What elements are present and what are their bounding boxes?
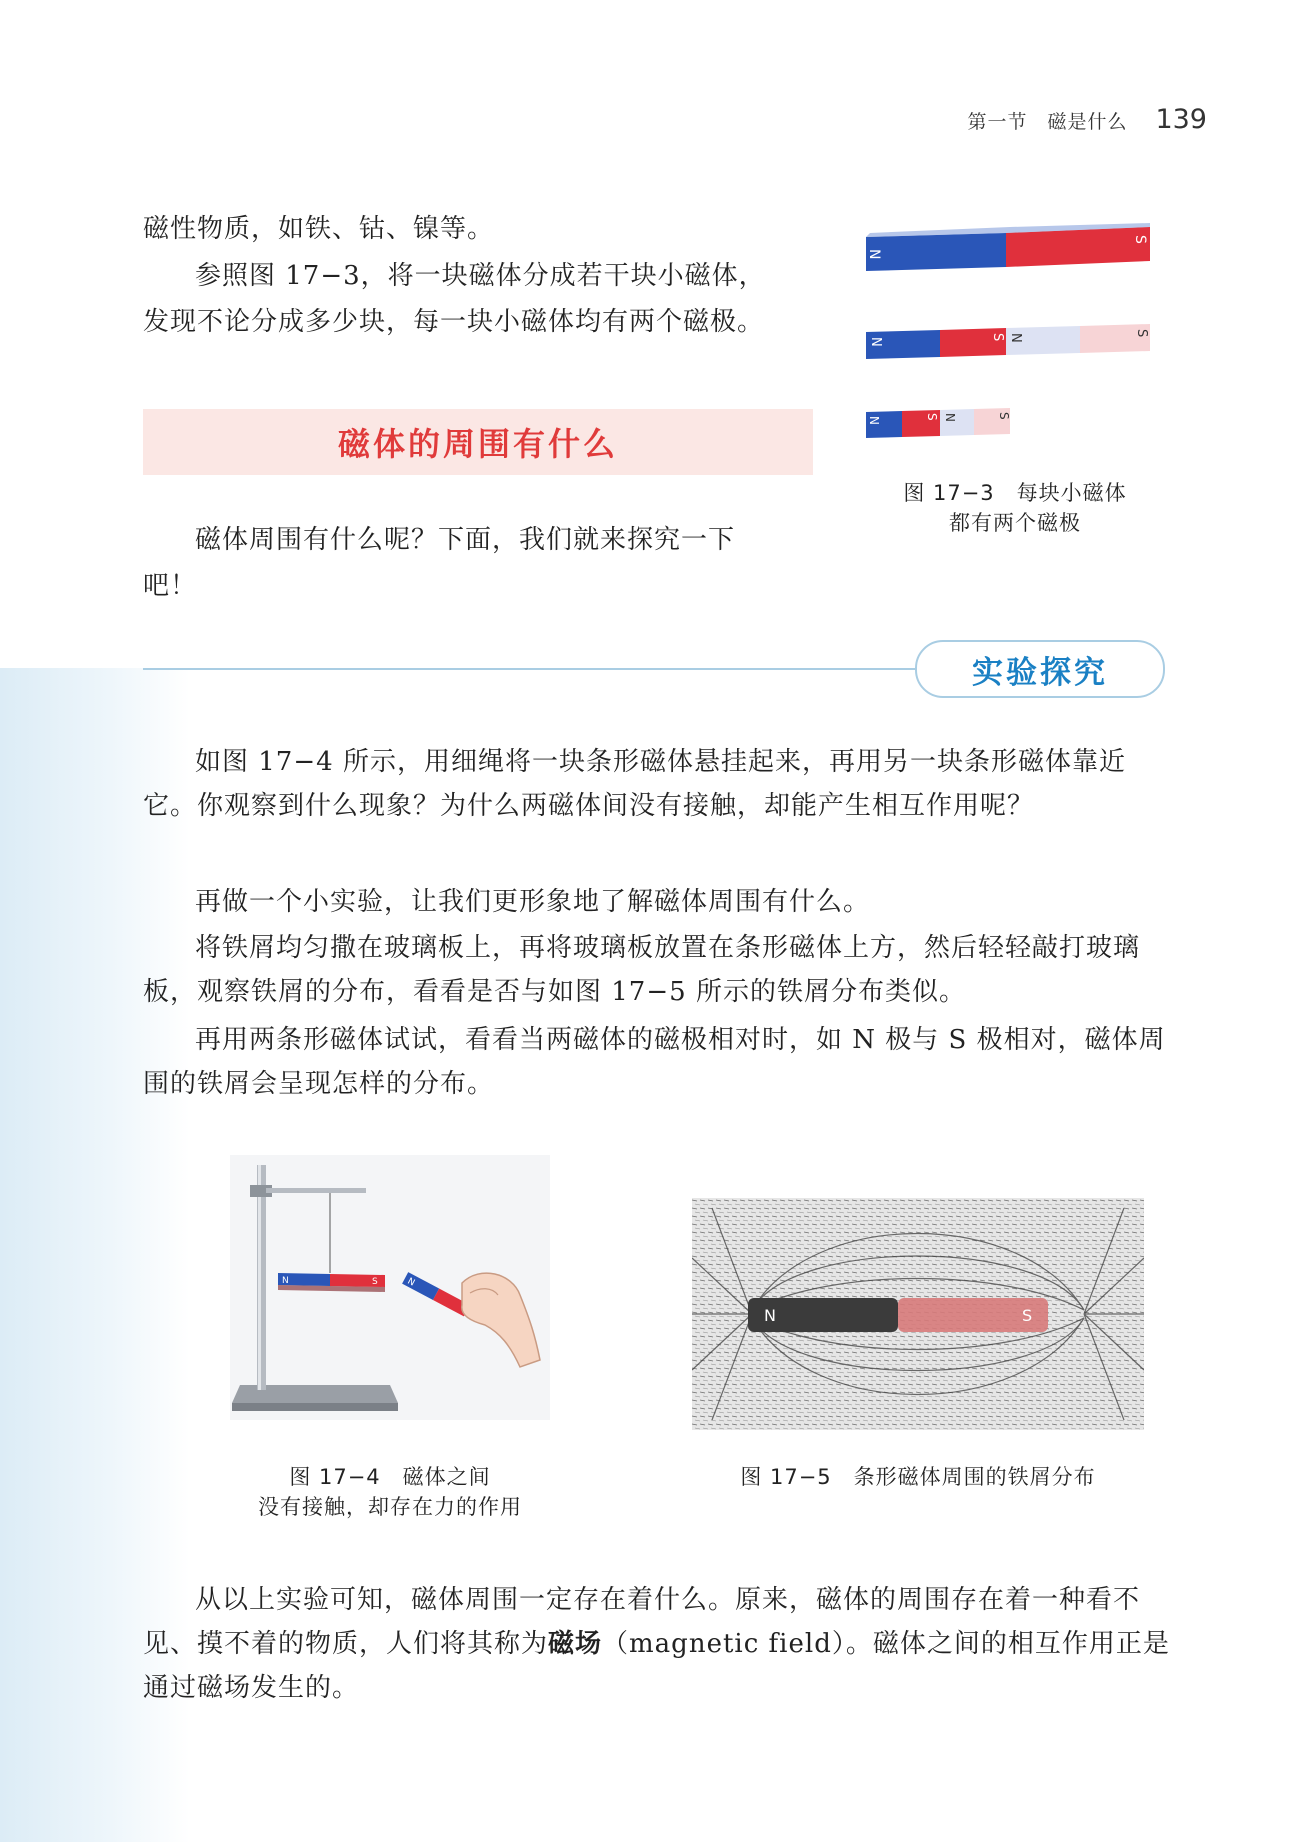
figure-17-4-caption <box>230 1462 550 1522</box>
term-magnetic-field: 磁场 <box>548 1629 603 1659</box>
section-intro-line2: 吧！ <box>143 571 198 601</box>
page-number: 139 <box>1155 104 1207 135</box>
experiment-paragraph-4: 再用两条形磁体试试，看看当两磁体的磁极相对时，如 N 极与 S 极相对，磁体周围的铁屑会呈现怎样的分布。 <box>143 1025 1166 1099</box>
svg-text:S: S <box>997 412 1011 420</box>
caption-line: 都有两个磁极 <box>949 511 1081 535</box>
whole-magnet <box>866 223 1150 271</box>
split-magnet-two <box>866 324 1150 359</box>
section-intro-text: 磁体周围有什么呢？下面，我们就来探究一下 <box>195 525 736 555</box>
section-header: 第一节 磁是什么 <box>967 111 1128 133</box>
svg-text:N: N <box>943 413 957 422</box>
caption-line: 图 17−3 每块小磁体 <box>903 481 1127 505</box>
svg-text:N: N <box>764 1306 776 1325</box>
split-magnet-four <box>866 408 1011 438</box>
figure-17-3-magnets <box>860 215 1160 455</box>
figure-17-3-caption <box>870 478 1160 538</box>
intro-paragraph-line1: 参照图 17−3，将一块磁体分成若干块小磁体， <box>195 261 766 291</box>
svg-text:S: S <box>1022 1306 1033 1325</box>
intro-paragraph-line2: 发现不论分成多少块，每一块小磁体均有两个磁极。 <box>143 307 765 337</box>
section-title: 磁体的周围有什么 <box>337 425 618 463</box>
experiment-paragraph-2: 再做一个小实验，让我们更形象地了解磁体周围有什么。 <box>195 887 871 917</box>
pole-s-label: S <box>1132 235 1148 244</box>
intro-paragraph-cont <box>143 300 843 344</box>
intro-line: 磁性物质，如铁、钴、镍等。 <box>143 214 495 244</box>
svg-text:S: S <box>1134 329 1149 338</box>
conclusion-after: （magnetic field）。磁体之间的相互作用正是通过磁场发生的。 <box>143 1629 1170 1703</box>
svg-text:N: N <box>1008 333 1023 343</box>
conclusion-before: 从以上实验可知，磁体周围一定存在着什么。原来，磁体的周围存在着一种看不见、摸不着的物质，人们将其称为 <box>143 1585 1141 1659</box>
section-intro-line1 <box>143 518 823 562</box>
caption-line: 图 17−4 磁体之间 <box>289 1465 491 1489</box>
svg-text:S: S <box>990 333 1005 342</box>
svg-text:N: N <box>868 337 883 347</box>
caption-line: 没有接触，却存在力的作用 <box>258 1495 522 1519</box>
svg-text:N: N <box>405 1276 417 1289</box>
intro-paragraph <box>143 254 823 298</box>
experiment-label-pill <box>915 640 1165 698</box>
figure-17-5-iron-filings <box>692 1198 1144 1430</box>
section-title-banner <box>143 409 813 475</box>
svg-text:S: S <box>925 413 939 421</box>
svg-text:N: N <box>867 416 881 425</box>
pole-n-label: N <box>866 249 882 260</box>
experiment-paragraph-1: 如图 17−4 所示，用细绳将一块条形磁体悬挂起来，再用另一块条形磁体靠近它。你观察到什么现象？为什么两磁体间没有接触，却能产生相互作用呢？ <box>143 747 1126 821</box>
svg-text:S: S <box>372 1277 378 1287</box>
experiment-paragraph-3: 将铁屑均匀撒在玻璃板上，再将玻璃板放置在条形磁体上方，然后轻轻敲打玻璃板，观察铁屑的分布，看看是否与如图 17−5 所示的铁屑分布类似。 <box>143 933 1141 1007</box>
svg-text:N: N <box>282 1276 289 1286</box>
figure-17-5-caption: 图 17−5 条形磁体周围的铁屑分布 <box>740 1465 1096 1489</box>
running-header <box>967 104 1207 135</box>
experiment-label: 实验探究 <box>972 654 1108 691</box>
experiment-divider <box>143 668 923 670</box>
conclusion-paragraph <box>143 1578 1175 1710</box>
figure-17-4-hanging-magnet <box>230 1155 550 1420</box>
